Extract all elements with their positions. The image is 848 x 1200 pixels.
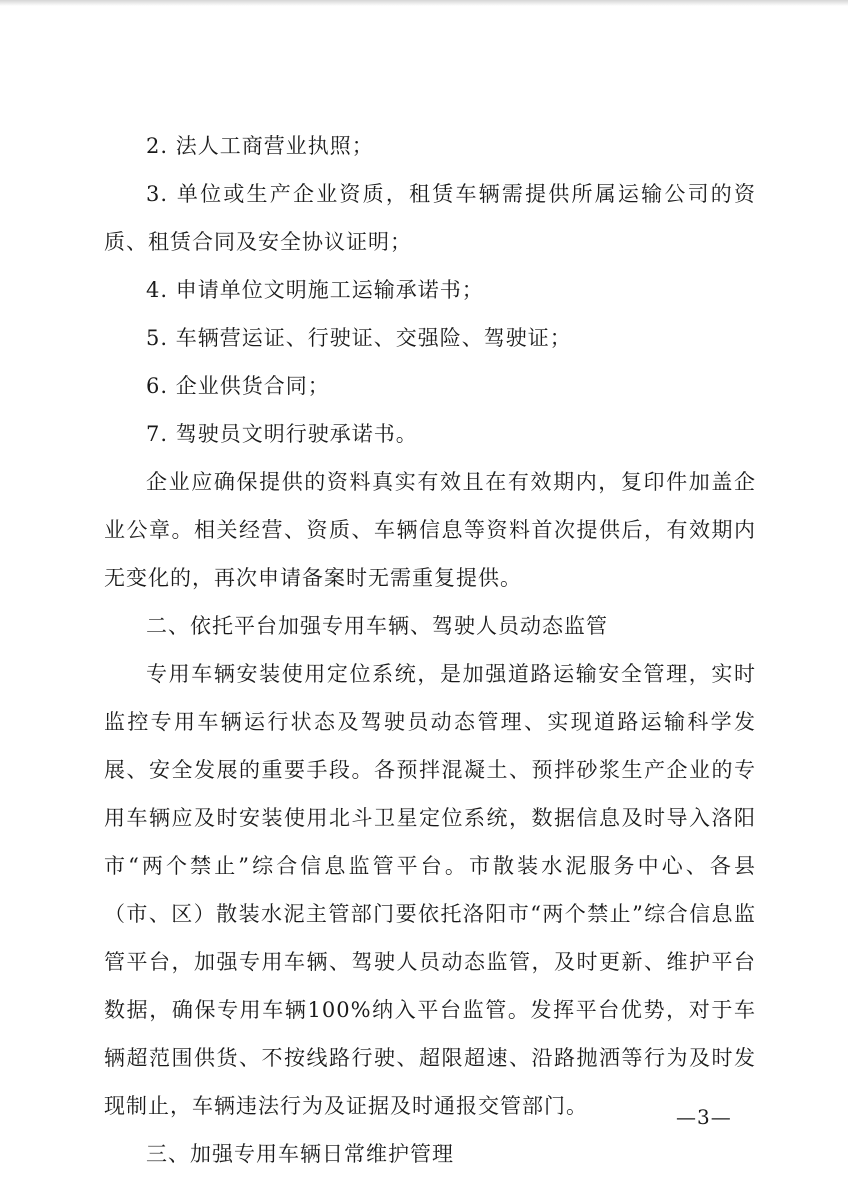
document-body xyxy=(104,122,756,1178)
page-number: —3— xyxy=(676,1105,732,1129)
section-heading-3: 三、加强专用车辆日常维护管理 xyxy=(146,1142,454,1166)
scan-edge xyxy=(0,0,848,6)
body-paragraph-platform: 专用车辆安装使用定位系统，是加强道路运输安全管理，实时监控专用车辆运行状态及驾驶员动态管理、实现道路运输科学发展、安全发展的重要手段。各预拌混凝土、预拌砂浆生产企业的专用车辆应及时安装使用北斗卫星定位系统，数据信息及时导入洛阳市“两个禁止”综合信息监管平台。市散装水泥服务中心、各县（市、区）散装水泥主管部门要依托洛阳市“两个禁止”综合信息监管平台，加强专用车辆、驾驶人员动态监管，及时更新、维护平台数据，确保专用车辆100%纳入平台监管。发挥平台优势，对于车辆超范围供货、不按线路行驶、超限超速、沿路抛洒等行为及时发现制止，车辆违法行为及证据及时通报交管部门。 xyxy=(104,662,756,1118)
list-item-3: 3. 单位或生产企业资质，租赁车辆需提供所属运输公司的资质、租赁合同及安全协议证明； xyxy=(104,182,756,254)
list-item-7: 7. 驾驶员文明行驶承诺书。 xyxy=(146,422,418,446)
list-item-4: 4. 申请单位文明施工运输承诺书； xyxy=(146,278,484,302)
section-heading-2: 二、依托平台加强专用车辆、驾驶人员动态监管 xyxy=(146,614,608,638)
list-item-2: 2. 法人工商营业执照； xyxy=(146,134,374,158)
list-item-6: 6. 企业供货合同； xyxy=(146,374,330,398)
body-paragraph-materials: 企业应确保提供的资料真实有效且在有效期内，复印件加盖企业公章。相关经营、资质、车辆信息等资料首次提供后，有效期内无变化的，再次申请备案时无需重复提供。 xyxy=(104,470,756,590)
list-item-5: 5. 车辆营运证、行驶证、交强险、驾驶证； xyxy=(146,326,572,350)
